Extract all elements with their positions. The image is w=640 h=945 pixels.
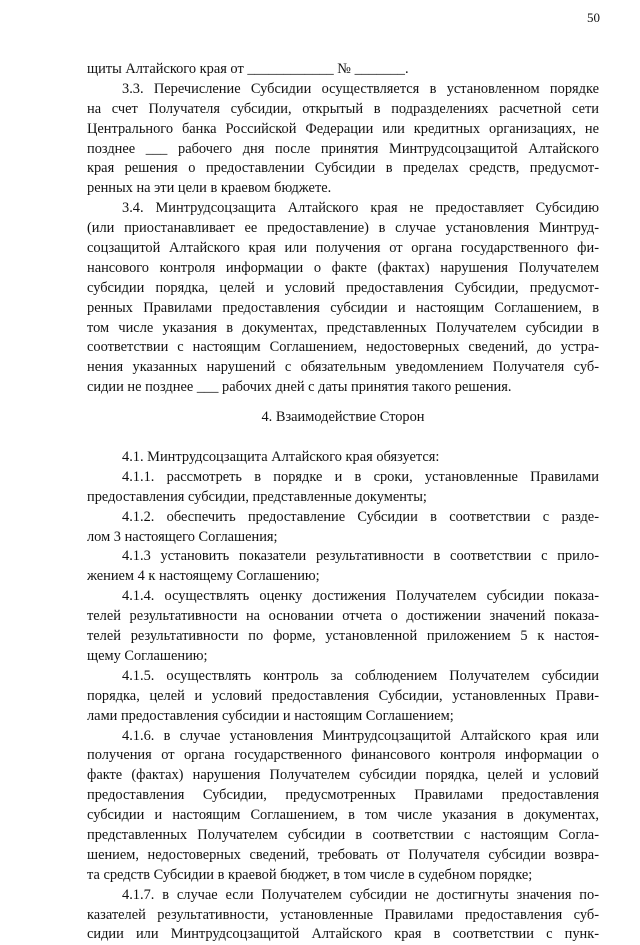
text-line: сидии не позднее ___ рабочих дней с даты принятия такого решения. bbox=[87, 379, 512, 396]
text-line: позднее ___ рабочего дня после принятия Минтрудсоцзащитой Алтайского bbox=[87, 140, 599, 157]
section-4-text bbox=[87, 448, 599, 945]
text-line: нансового контроля информации о факте (фактах) нарушения Получателем bbox=[87, 259, 599, 276]
text-line: 4.1.1. рассмотреть в порядке и в сроки, установленные Правилами bbox=[122, 468, 599, 485]
text-line: телей результативности на основании отчета о достижении значений показа- bbox=[87, 608, 599, 625]
text-line: соцзащитой Алтайского края или получения от органа государственного фи- bbox=[87, 240, 599, 257]
section-3-text bbox=[87, 60, 599, 398]
text-line: 4.1.4. осуществлять оценку достижения Получателем субсидии показа- bbox=[122, 588, 599, 605]
text-line: жением 4 к настоящему Соглашению; bbox=[87, 568, 320, 585]
text-line: порядка, целей и условий предоставления Субсидии, установленных Прави- bbox=[87, 687, 599, 704]
text-line: предоставления субсидии, представленные документы; bbox=[87, 488, 427, 505]
text-line: получения от органа государственного финансового контроля информации о bbox=[87, 747, 599, 764]
text-line: 4.1.2. обеспечить предоставление Субсидии в соответствии с разде- bbox=[122, 508, 599, 525]
text-line: 4.1.3 установить показатели результативности в соответствии с прило- bbox=[122, 548, 599, 565]
page-number: 50 bbox=[587, 10, 600, 25]
text-line: на счет Получателя субсидии, открытый в подразделениях расчетной сети bbox=[87, 100, 599, 117]
text-line: лом 3 настоящего Соглашения; bbox=[87, 528, 278, 545]
text-line: нения указанных нарушений с обязательным уведомлением Получателя суб- bbox=[87, 359, 599, 376]
text-line: субсидии порядка, целей и условий предоставления Субсидии, предусмот- bbox=[87, 279, 599, 296]
text-line: казателей результативности, установленные Правилами предоставления суб- bbox=[87, 906, 599, 923]
text-line: 4.1.7. в случае если Получателем субсидии не достигнуты значения по- bbox=[122, 886, 599, 903]
text-line: Центрального банка Российской Федерации или кредитных организациях, не bbox=[87, 120, 599, 137]
text-line: края решения о предоставлении Субсидии в пределах средств, предусмот- bbox=[87, 160, 599, 177]
text-line: щему Соглашению; bbox=[87, 647, 208, 664]
text-line: соответствии с настоящим Соглашением, недостоверных сведений, до устра- bbox=[87, 339, 599, 356]
document-body bbox=[87, 60, 599, 945]
section-4-heading: 4. Взаимодействие Сторон bbox=[261, 409, 425, 426]
text-line: телей результативности по форме, установленной приложением 5 к настоя- bbox=[87, 628, 599, 645]
text-line: (или приостанавливает ее предоставление) в случае установления Минтруд- bbox=[87, 220, 599, 237]
text-line: ренных на эти цели в краевом бюджете. bbox=[87, 180, 332, 197]
text-line: шением, недостоверных сведений, требовать от Получателя субсидии возвра- bbox=[87, 846, 599, 863]
text-line: представленных Получателем субсидии в соответствии с настоящим Согла- bbox=[87, 826, 599, 843]
text-line: 4.1.5. осуществлять контроль за соблюдением Получателем субсидии bbox=[122, 667, 599, 684]
text-line: 4.1. Минтрудсоцзащита Алтайского края обязуется: bbox=[122, 449, 440, 466]
text-line: ренных Правилами предоставления субсидии и настоящим Соглашением, в bbox=[87, 299, 599, 316]
text-line: та средств Субсидии в краевой бюджет, в том числе в судебном порядке; bbox=[87, 866, 533, 883]
text-line: лами предоставления субсидии и настоящим Соглашением; bbox=[87, 707, 454, 724]
text-line: 3.4. Минтрудсоцзащита Алтайского края не предоставляет Субсидию bbox=[122, 200, 599, 217]
text-line: предоставления Субсидии, предусмотренных Правилами предоставления bbox=[87, 787, 599, 804]
text-line: том числе указания в документах, представленных Получателем субсидии в bbox=[87, 319, 599, 336]
text-line: факте (фактах) нарушения Получателем субсидии порядка, целей и условий bbox=[87, 767, 599, 784]
text-line: щиты Алтайского края от ____________ № _______. bbox=[87, 61, 409, 77]
text-line: сидии или Минтрудсоцзащитой Алтайского края в соответствии с пунк- bbox=[87, 926, 599, 943]
text-line: субсидии и настоящим Соглашением, в том числе указания в документах, bbox=[87, 807, 599, 824]
text-line: 4.1.6. в случае установления Минтрудсоцзащитой Алтайского края или bbox=[122, 727, 599, 744]
text-line: 3.3. Перечисление Субсидии осуществляется в установленном порядке bbox=[122, 80, 599, 97]
